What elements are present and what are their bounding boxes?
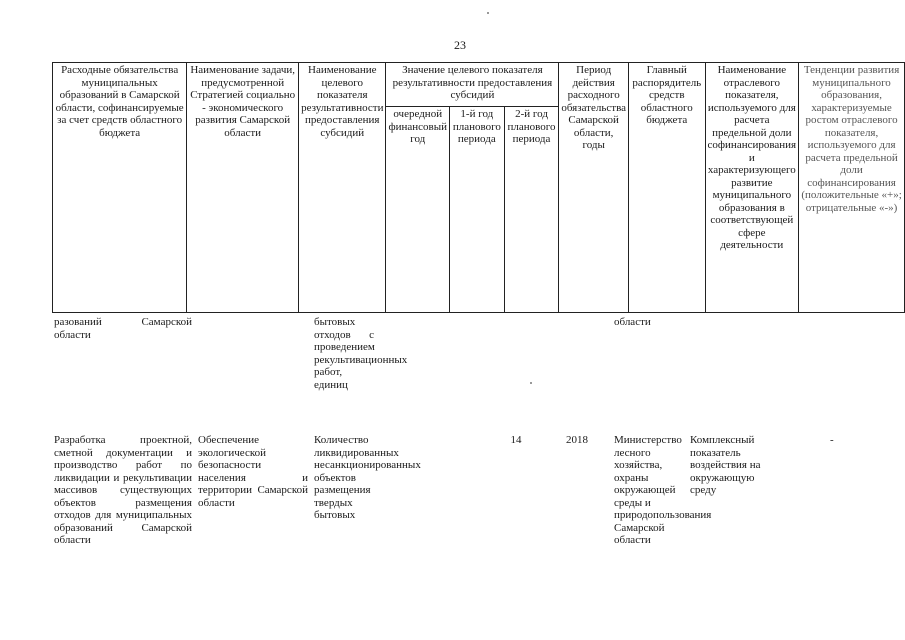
row-trend-cell: - bbox=[830, 434, 834, 446]
scan-speck bbox=[487, 12, 489, 14]
scan-speck bbox=[530, 382, 532, 384]
row-expenditure-cell: Разработка проектной, сметной документации и производство работ по ликвидации и рекультивации массивов существующих объектов размещения отходов для муниципальных образований Самарской области bbox=[54, 434, 192, 546]
header-strategy-task: Наименование задачи, предусмотренной Стратегией социально - экономического развития Самарской области bbox=[187, 63, 299, 313]
header-first-planning-year: 1-й год планового периода bbox=[449, 107, 504, 313]
row-indicator-cell: Количество ликвидированных несанкционированных объектов размещения твердых бытовых bbox=[314, 434, 421, 521]
table-header bbox=[52, 62, 905, 313]
header-development-trends: Тенденции развития муниципального образования, характеризуемые ростом отраслевого показателя, используемого для расчета предельной доли софинансирования (положительные «+»; отрицательные «-») bbox=[799, 63, 905, 313]
continued-administrator-cell: области bbox=[614, 316, 651, 328]
continued-indicator-cell: бытовых отходов с проведением рекультивационных работ, единиц bbox=[314, 316, 408, 391]
header-sector-indicator: Наименование отраслевого показателя, используемого для расчета предельной доли софинансирования и характеризующего развитие муниципального образования в соответствующей сфере деятельности bbox=[705, 63, 799, 313]
page-number: 23 bbox=[454, 38, 466, 52]
header-second-planning-year: 2-й год планового периода bbox=[504, 107, 559, 313]
row-period-value: 2018 bbox=[566, 434, 588, 446]
header-main-administrator: Главный распорядитель средств областного бюджета bbox=[629, 63, 706, 313]
row-sector-indicator-cell: Комплексный показатель воздействия на окружающую среду bbox=[690, 434, 761, 496]
row-second-year-value: 14 bbox=[510, 434, 522, 446]
header-target-indicator: Наименование целевого показателя результативности предоставления субсидий bbox=[299, 63, 386, 313]
row-strategy-task-cell: Обеспечение экологической безопасности населения и территории Самарской области bbox=[198, 434, 308, 509]
header-validity-period: Период действия расходного обязательства Самарской области, годы bbox=[559, 63, 629, 313]
header-expenditure-obligations: Расходные обязательства муниципальных образований в Самарской области, софинансируемые за счет средств областного бюджета bbox=[53, 63, 187, 313]
continued-expenditure-cell: разований Самарской области bbox=[54, 316, 192, 341]
header-next-fiscal-year: очередной финансовый год bbox=[386, 107, 450, 313]
row-administrator-cell: Министерство лесного хозяйства, охраны окружающей среды и природопользования Самарской области bbox=[614, 434, 712, 546]
header-indicator-values: Значение целевого показателя результативности предоставления субсидий bbox=[386, 63, 559, 107]
